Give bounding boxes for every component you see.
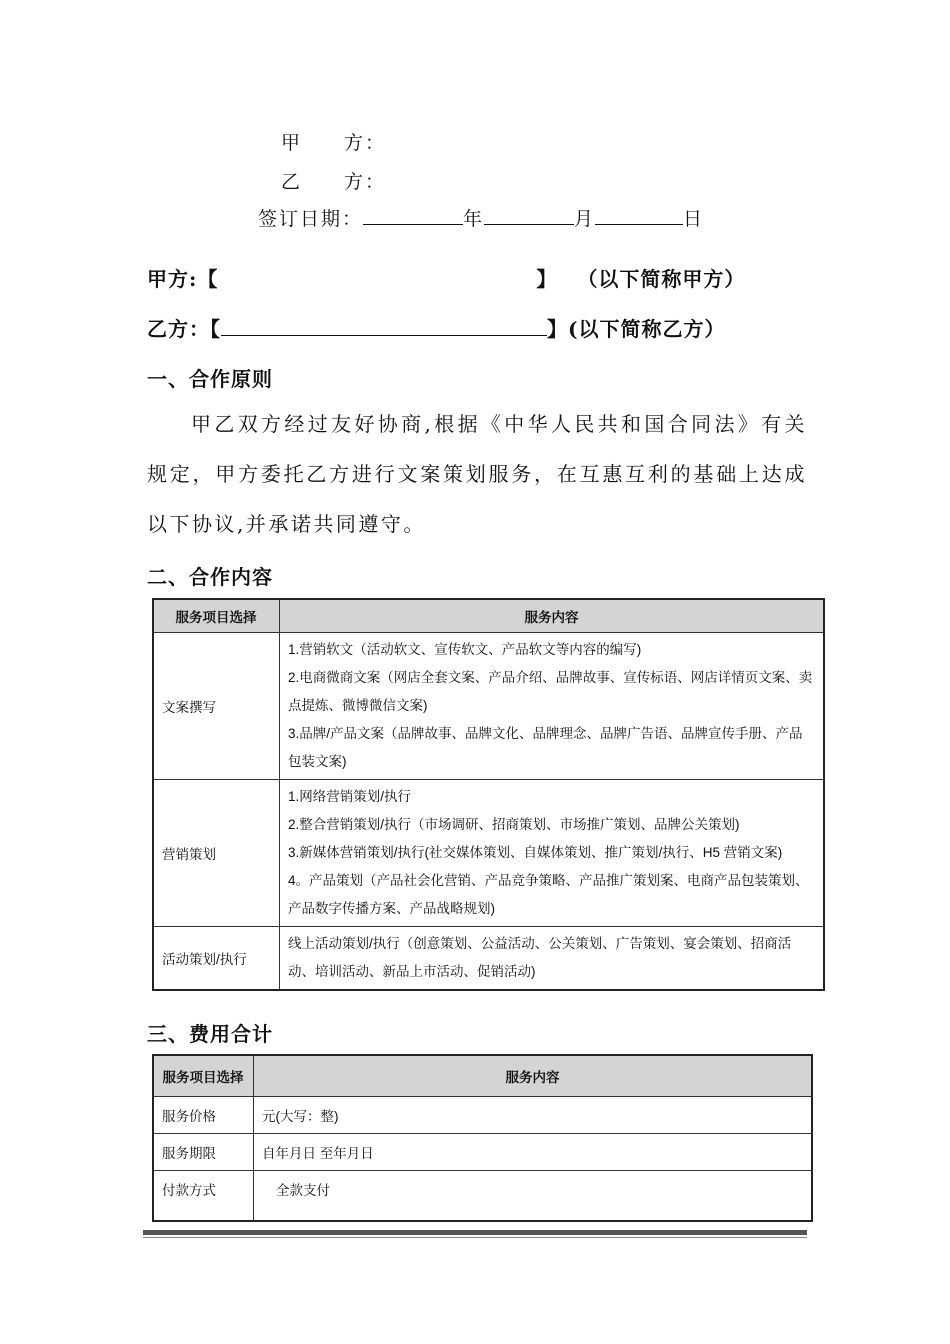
row-content: [280, 780, 825, 927]
content-line: 1.网络营销策划/执行: [288, 789, 412, 804]
header-party-a: 甲 方：: [281, 132, 387, 154]
party-b-blank: [221, 315, 547, 336]
table-row: [153, 1097, 812, 1134]
table-row: [153, 780, 824, 927]
section-2-title: 二、合作内容: [147, 565, 273, 589]
party-a-prefix: 甲方:【: [147, 267, 219, 291]
year-label: 年: [463, 208, 485, 230]
cooperation-content-table: [152, 598, 825, 991]
day-label: 日: [683, 208, 705, 230]
month-blank: [484, 206, 574, 225]
content-line: 2.电商微商文案（网店全套文案、产品介绍、品牌故事、宣传标语、网店详情页文案、卖点提炼、微博微信文案): [288, 670, 813, 713]
header-sign-date: [258, 204, 704, 231]
table-header-row: [153, 599, 824, 633]
table-header-row: [153, 1055, 812, 1097]
table-row: [153, 927, 824, 991]
party-b-prefix: 乙方：【: [147, 317, 221, 341]
row-content: 自年月日 至年月日: [254, 1134, 813, 1171]
row-item: 服务价格: [153, 1097, 254, 1134]
year-blank: [363, 206, 463, 225]
row-item: 服务期限: [153, 1134, 254, 1171]
row-item: 付款方式: [153, 1171, 254, 1222]
row-item: 营销策划: [153, 780, 280, 927]
row-content: 元(大写：整): [254, 1097, 813, 1134]
table-row: [153, 633, 824, 780]
sign-date-label: 签订日期：: [258, 208, 364, 230]
party-a-suffix: （以下简称甲方）: [577, 267, 746, 291]
table-row: [153, 1134, 812, 1171]
col-header-content: 服务内容: [254, 1055, 813, 1097]
footer-rule-thin: [143, 1237, 807, 1238]
day-blank: [595, 206, 683, 225]
col-header-content: 服务内容: [280, 599, 825, 633]
party-a-close: 】: [536, 267, 558, 291]
content-line: 2.整合营销策划/执行（市场调研、招商策划、市场推广策划、品牌公关策划): [288, 817, 740, 832]
header-party-b: 乙 方：: [281, 171, 387, 193]
section-1-title: 一、合作原则: [147, 367, 273, 391]
row-item: 文案撰写: [153, 633, 280, 780]
party-b-line: [147, 313, 725, 342]
row-content: [280, 633, 825, 780]
col-header-item: 服务项目选择: [153, 599, 280, 633]
content-line: 4。产品策划（产品社会化营销、产品竞争策略、产品推广策划案、电商产品包装策划、产品数字传播方案、产品战略规划): [288, 873, 809, 916]
row-content: 全款支付: [254, 1171, 813, 1222]
row-item: 活动策划/执行: [153, 927, 280, 991]
content-line: 3.品牌/产品文案（品牌故事、品牌文化、品牌理念、品牌广告语、品牌宣传手册、产品包装文案): [288, 726, 803, 769]
col-header-item: 服务项目选择: [153, 1055, 254, 1097]
content-line: 1.营销软文（活动软文、宣传软文、产品软文等内容的编写): [288, 642, 642, 657]
content-line: 3.新媒体营销策划/执行(社交媒体策划、自媒体策划、推广策划/执行、H5 营销文案): [288, 845, 783, 860]
section-3-title: 三、费用合计: [147, 1022, 273, 1046]
section-1-body: 甲乙双方经过友好协商,根据《中华人民共和国合同法》有关规定，甲方委托乙方进行文案策划服务，在互惠互利的基础上达成以下协议,并承诺共同遵守。: [147, 412, 807, 536]
party-a-line: [147, 263, 745, 292]
content-line: 线上活动策划/执行（创意策划、公益活动、公关策划、广告策划、宴会策划、招商活动、培训活动、新品上市活动、促销活动): [288, 936, 792, 979]
fee-table: [152, 1054, 813, 1222]
party-b-suffix: 】(以下简称乙方）: [547, 317, 726, 341]
footer-rule: [143, 1230, 807, 1235]
row-content: [280, 927, 825, 991]
table-row: [153, 1171, 812, 1222]
month-label: 月: [574, 208, 596, 230]
